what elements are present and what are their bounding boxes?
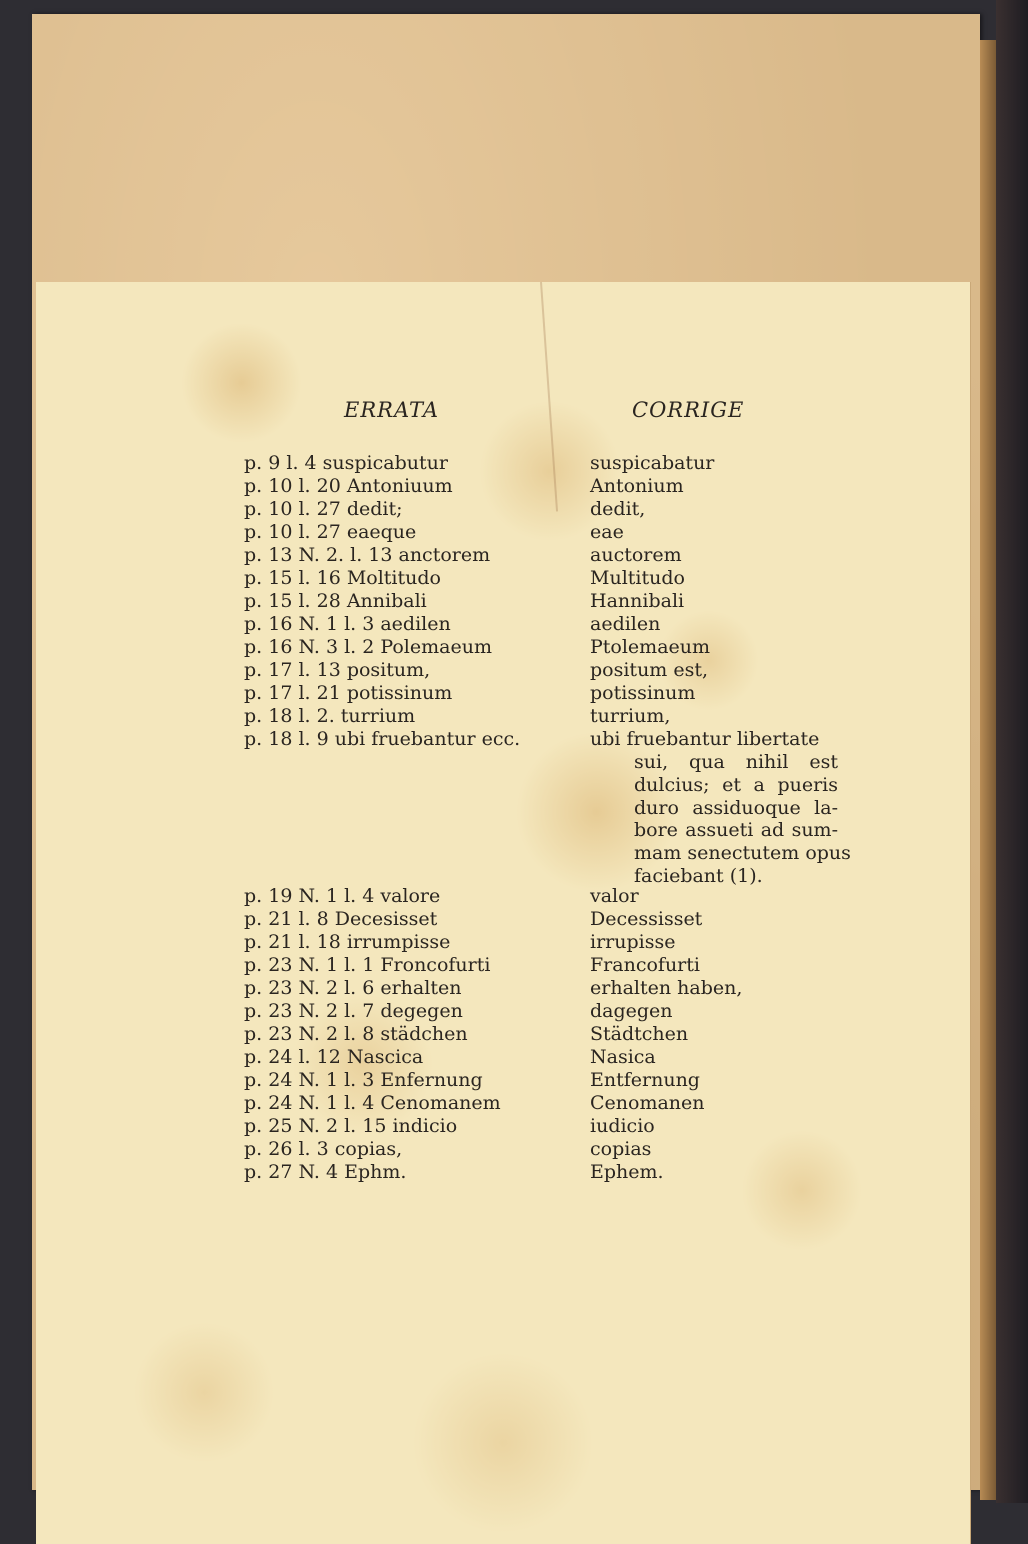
corrige-item: auctorem — [590, 544, 682, 566]
errata-item: p. 18 l. 2. turrium — [244, 705, 416, 727]
corrige-item: potissinum — [590, 682, 696, 704]
errata-heading: ERRATA — [344, 398, 439, 422]
continuation-line: mam senectutem opus — [634, 842, 851, 865]
errata-item: p. 16 N. 3 l. 2 Polemaeum — [244, 636, 492, 658]
corrige-item: irrupisse — [590, 931, 676, 953]
errata-item: p. 26 l. 3 copias, — [244, 1138, 403, 1160]
errata-item: p. 24 N. 1 l. 4 Cenomanem — [244, 1092, 501, 1114]
corrige-item: positum est, — [590, 659, 709, 681]
errata-item: p. 9 l. 4 suspicabutur — [244, 452, 448, 474]
corrige-item: suspicabatur — [590, 452, 715, 474]
errata-slip — [36, 282, 971, 1544]
errata-item: p. 23 N. 2 l. 7 degegen — [244, 1000, 463, 1022]
corrige-item: Antonium — [590, 475, 684, 497]
errata-item: p. 17 l. 13 positum, — [244, 659, 431, 681]
continuation-line: faciebant (1). — [634, 864, 763, 887]
errata-item: p. 25 N. 2 l. 15 indicio — [244, 1115, 458, 1137]
errata-item: p. 18 l. 9 ubi fruebantur ecc. — [244, 728, 521, 750]
continuation-line: duro assiduoque la- — [634, 796, 838, 819]
errata-item: p. 23 N. 2 l. 6 erhalten — [244, 977, 462, 999]
corrige-item: eae — [590, 521, 624, 543]
corrige-item: copias — [590, 1138, 652, 1160]
errata-item: p. 21 l. 8 Decesisset — [244, 908, 438, 930]
corrige-item: Hannibali — [590, 590, 685, 612]
errata-item: p. 15 l. 16 Moltitudo — [244, 567, 441, 589]
continuation-line: bore assueti ad sum- — [634, 819, 838, 842]
corrige-item: Multitudo — [590, 567, 685, 589]
corrige-item: erhalten haben, — [590, 977, 743, 999]
corrige-item: valor — [590, 885, 639, 907]
corrige-item: turrium, — [590, 705, 671, 727]
corrige-item: dedit, — [590, 498, 646, 520]
corrige-item: Ptolemaeum — [590, 636, 711, 658]
corrige-item: Decessisset — [590, 908, 703, 930]
book-spine — [996, 0, 1028, 1503]
errata-item: p. 27 N. 4 Ephm. — [244, 1161, 407, 1183]
corrige-continuation — [634, 751, 851, 888]
errata-item: p. 23 N. 2 l. 8 städchen — [244, 1023, 468, 1045]
errata-item: p. 15 l. 28 Annibali — [244, 590, 427, 612]
errata-item: p. 17 l. 21 potissinum — [244, 682, 453, 704]
errata-item: p. 10 l. 27 eaeque — [244, 521, 417, 543]
corrige-item: aedilen — [590, 613, 661, 635]
errata-item: p. 19 N. 1 l. 4 valore — [244, 885, 441, 907]
errata-item: p. 23 N. 1 l. 1 Froncofurti — [244, 954, 491, 976]
errata-item: p. 24 l. 12 Nascica — [244, 1046, 424, 1068]
corrige-item: ubi fruebantur libertate — [590, 728, 820, 750]
continuation-line: dulcius; et a pueris — [634, 773, 838, 796]
corrige-item: Francofurti — [590, 954, 700, 976]
errata-item: p. 24 N. 1 l. 3 Enfernung — [244, 1069, 483, 1091]
errata-item: p. 13 N. 2. l. 13 anctorem — [244, 544, 491, 566]
errata-item: p. 21 l. 18 irrumpisse — [244, 931, 451, 953]
page-edge — [980, 40, 996, 1500]
corrige-item: Entfernung — [590, 1069, 700, 1091]
errata-item: p. 10 l. 27 dedit; — [244, 498, 403, 520]
errata-item: p. 10 l. 20 Antoniuum — [244, 475, 453, 497]
corrige-item: Cenomanen — [590, 1092, 705, 1114]
corrige-item: Nasica — [590, 1046, 656, 1068]
corrige-item: iudicio — [590, 1115, 655, 1137]
corrige-item: dagegen — [590, 1000, 673, 1022]
corrige-item: Städtchen — [590, 1023, 689, 1045]
corrige-item: Ephem. — [590, 1161, 664, 1183]
continuation-line: sui, qua nihil est — [634, 751, 838, 773]
corrige-heading: CORRIGE — [632, 398, 745, 422]
errata-item: p. 16 N. 1 l. 3 aedilen — [244, 613, 451, 635]
